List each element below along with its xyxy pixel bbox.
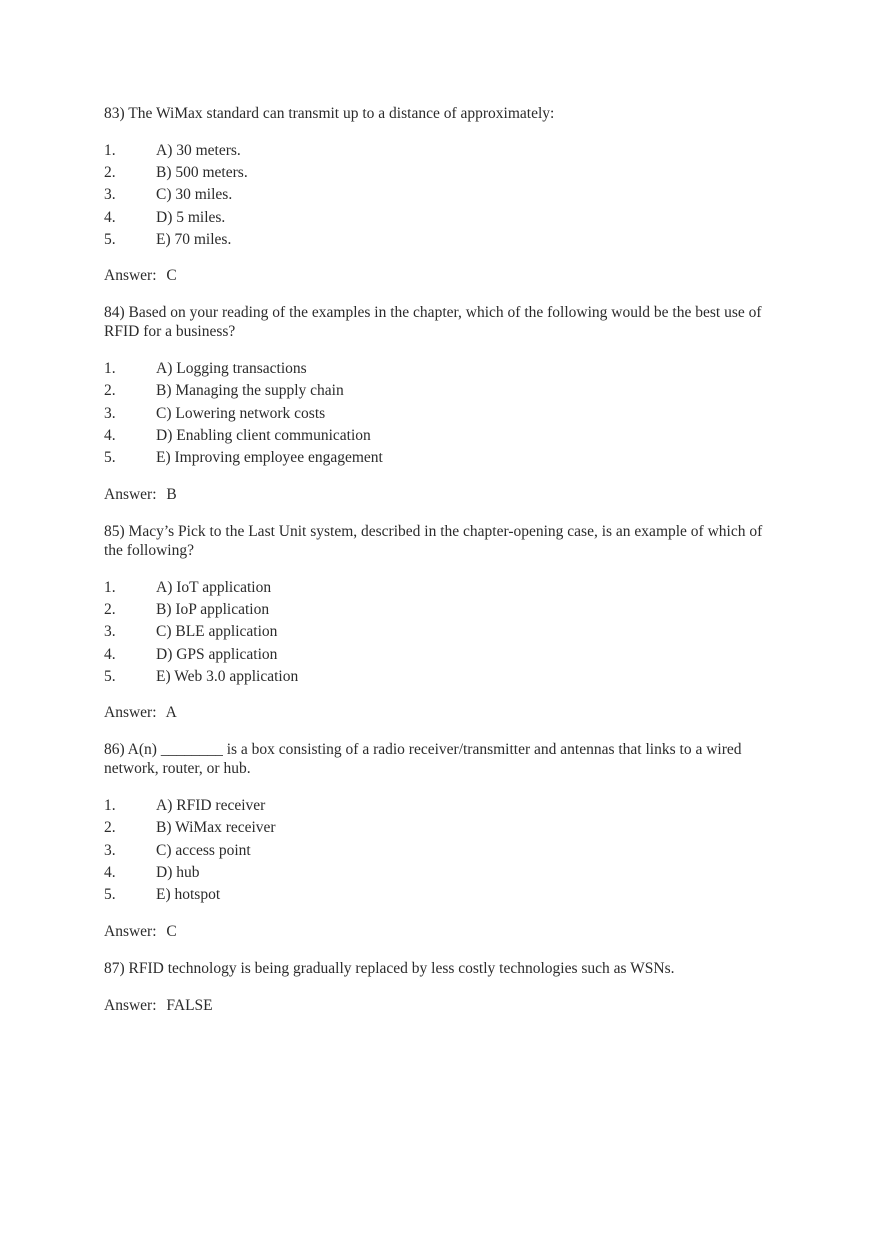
- option-list: [104, 794, 784, 905]
- option-text: E) hotspot: [156, 886, 221, 904]
- option-item: [104, 228, 784, 250]
- option-item: [104, 184, 784, 206]
- option-number: 2.: [104, 163, 116, 181]
- option-list: [104, 576, 784, 687]
- option-text: D) 5 miles.: [156, 208, 226, 226]
- answer-label: Answer:: [104, 267, 157, 285]
- answer-line: [104, 266, 784, 285]
- answer-value: B: [166, 485, 177, 503]
- option-text: C) Lowering network costs: [156, 404, 326, 422]
- option-list: [104, 139, 784, 250]
- option-number: 5.: [104, 230, 116, 248]
- option-number: 2.: [104, 382, 116, 400]
- option-text: A) 30 meters.: [156, 141, 241, 159]
- option-text: E) 70 miles.: [156, 230, 232, 248]
- option-text: D) Enabling client communication: [156, 427, 371, 445]
- option-number: 3.: [104, 841, 116, 859]
- option-item: [104, 447, 784, 469]
- question-text: 85) Macy’s Pick to the Last Unit system, described in the chapter-opening case, is an example of which of the following?: [104, 522, 763, 559]
- option-item: [104, 794, 784, 816]
- option-number: 5.: [104, 886, 116, 904]
- option-number: 3.: [104, 623, 116, 641]
- option-number: 1.: [104, 578, 116, 596]
- question-83: [104, 104, 784, 285]
- option-number: 4.: [104, 208, 116, 226]
- question-84: [104, 303, 784, 503]
- answer-label: Answer:: [104, 704, 157, 722]
- option-number: 4.: [104, 863, 116, 881]
- option-item: [104, 161, 784, 183]
- option-text: B) 500 meters.: [156, 163, 248, 181]
- question-text: 83) The WiMax standard can transmit up to a distance of approximately:: [104, 105, 555, 122]
- option-text: A) IoT application: [156, 578, 272, 596]
- option-text: E) Improving employee engagement: [156, 449, 383, 467]
- option-text: B) WiMax receiver: [156, 819, 276, 837]
- question-86: [104, 740, 784, 940]
- option-number: 1.: [104, 797, 116, 815]
- option-text: E) Web 3.0 application: [156, 667, 299, 685]
- question-text: 84) Based on your reading of the examples in the chapter, which of the following would be the best use of RFID for a business?: [104, 304, 762, 341]
- option-list: [104, 357, 784, 468]
- option-item: [104, 839, 784, 861]
- option-item: [104, 357, 784, 379]
- option-number: 5.: [104, 667, 116, 685]
- option-item: [104, 139, 784, 161]
- option-text: A) Logging transactions: [156, 360, 307, 378]
- answer-line: [104, 922, 784, 941]
- option-item: [104, 380, 784, 402]
- option-item: [104, 621, 784, 643]
- option-item: [104, 665, 784, 687]
- answer-line: [104, 485, 784, 504]
- answer-value: C: [166, 267, 177, 285]
- option-item: [104, 424, 784, 446]
- option-item: [104, 884, 784, 906]
- option-item: [104, 861, 784, 883]
- question-text: 86) A(n) ________ is a box consisting of a radio receiver/transmitter and antennas that links to a wired network, router, or hub.: [104, 741, 742, 778]
- answer-line: [104, 996, 784, 1015]
- option-number: 1.: [104, 360, 116, 378]
- answer-label: Answer:: [104, 996, 157, 1014]
- option-number: 4.: [104, 645, 116, 663]
- option-number: 2.: [104, 600, 116, 618]
- option-text: B) IoP application: [156, 600, 270, 618]
- option-number: 3.: [104, 186, 116, 204]
- option-text: A) RFID receiver: [156, 797, 266, 815]
- option-text: C) BLE application: [156, 623, 278, 641]
- option-item: [104, 817, 784, 839]
- option-number: 5.: [104, 449, 116, 467]
- option-item: [104, 402, 784, 424]
- answer-label: Answer:: [104, 922, 157, 940]
- answer-value: A: [165, 704, 177, 722]
- option-number: 2.: [104, 819, 116, 837]
- option-number: 3.: [104, 404, 116, 422]
- question-87: [104, 959, 784, 1015]
- option-item: [104, 576, 784, 598]
- option-text: D) GPS application: [156, 645, 278, 663]
- option-text: C) 30 miles.: [156, 186, 233, 204]
- answer-value: C: [166, 922, 177, 940]
- option-item: [104, 598, 784, 620]
- option-item: [104, 206, 784, 228]
- option-item: [104, 643, 784, 665]
- option-text: C) access point: [156, 841, 251, 859]
- document-page: [104, 104, 784, 1033]
- answer-label: Answer:: [104, 485, 157, 503]
- answer-line: [104, 703, 784, 722]
- option-number: 1.: [104, 141, 116, 159]
- question-text: 87) RFID technology is being gradually replaced by less costly technologies such as WSNs.: [104, 959, 675, 977]
- option-text: D) hub: [156, 863, 200, 881]
- answer-value: FALSE: [166, 996, 213, 1014]
- option-text: B) Managing the supply chain: [156, 382, 344, 400]
- question-85: [104, 522, 784, 722]
- option-number: 4.: [104, 427, 116, 445]
